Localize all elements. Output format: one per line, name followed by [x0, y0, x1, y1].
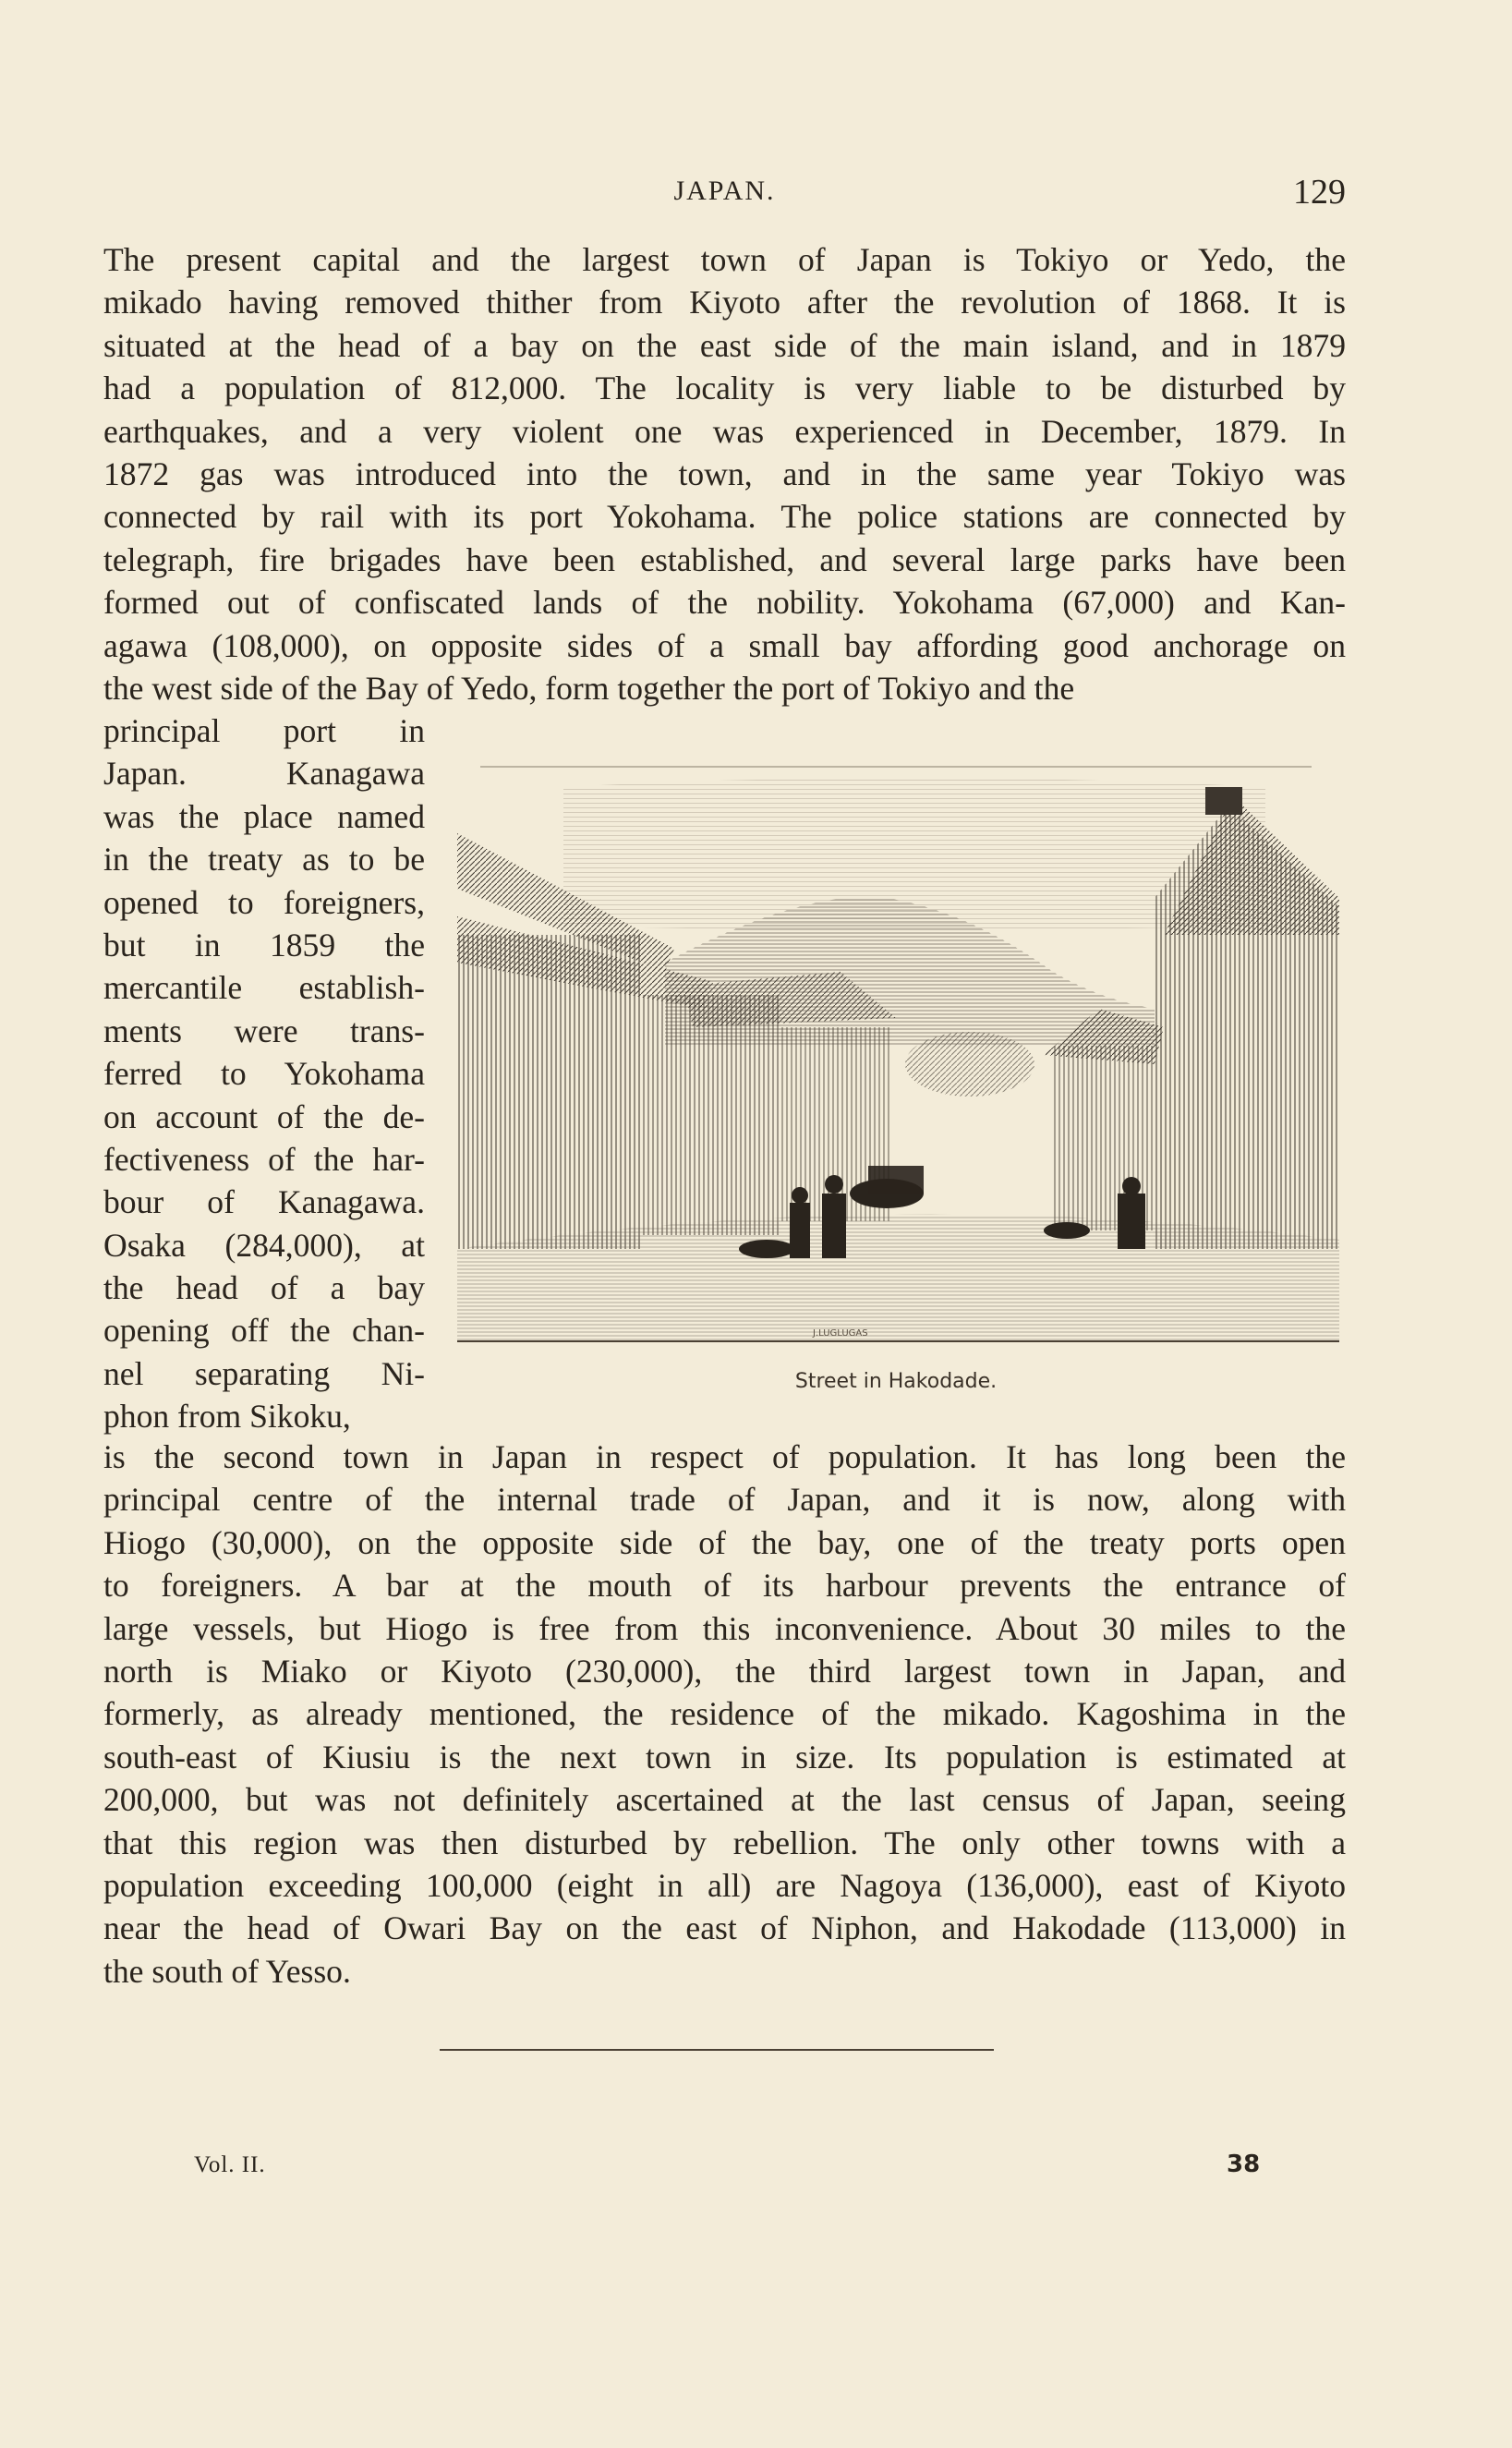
text-line: is the second town in Japan in respect of population. It has long been the: [103, 1438, 1346, 1475]
engraver-signature: J.LUGLUGAS: [813, 1328, 868, 1339]
text-line: mercantile establish-: [103, 969, 425, 1007]
text-line: connected by rail with its port Yokohama. The police stations are connected by: [103, 498, 1346, 536]
text-line: ments were trans-: [103, 1012, 425, 1049]
text-line: agawa (108,000), on opposite sides of a small bay affording good anchorage on: [103, 626, 1346, 664]
text-line: had a population of 812,000. The locality is very liable to be disturbed by: [103, 370, 1346, 407]
text-line: large vessels, but Hiogo is free from this inconvenience. About 30 miles to the: [103, 1609, 1346, 1647]
text-line: nel separating Ni-: [103, 1354, 425, 1392]
engraving-illustration: [453, 750, 1339, 1360]
text-line: bour of Kanagawa.: [103, 1183, 425, 1221]
text-line: in the treaty as to be: [103, 841, 425, 879]
text-line: the south of Yesso.: [103, 1952, 351, 1990]
text-line: Hiogo (30,000), on the opposite side of the bay, one of the treaty ports open: [103, 1523, 1346, 1561]
running-head: [103, 172, 1346, 212]
text-line: population exceeding 100,000 (eight in all) are Nagoya (136,000), east of Kiyoto: [103, 1866, 1346, 1904]
text-line: 1872 gas was introduced into the town, and in the same year Tokiyo was: [103, 454, 1346, 492]
text-line: fectiveness of the har-: [103, 1140, 425, 1178]
paragraph-wrapped-column: [103, 709, 425, 1438]
text-line: 200,000, but was not definitely ascertained at the last census of Japan, seeing: [103, 1781, 1346, 1819]
text-line: principal centre of the internal trade of Japan, and it is now, along with: [103, 1481, 1346, 1519]
text-line: north is Miako or Kiyoto (230,000), the third largest town in Japan, and: [103, 1652, 1346, 1690]
paragraph-osaka: [103, 1436, 1346, 1993]
engraving-street-in-hakodade: [453, 750, 1339, 1360]
text-line: near the head of Owari Bay on the east of Niphon, and Hakodade (113,000) in: [103, 1909, 1346, 1947]
text-line: opened to foreigners,: [103, 883, 425, 921]
text-line: mikado having removed thither from Kiyoto after the revolution of 1868. It is: [103, 284, 1346, 321]
text-line: that this region was then disturbed by rebellion. The only other towns with a: [103, 1824, 1346, 1861]
page-number: 129: [1293, 173, 1346, 212]
running-title: JAPAN.: [673, 176, 776, 206]
text-line: Osaka (284,000), at: [103, 1226, 425, 1264]
text-line: situated at the head of a bay on the east side of the main island, and in 1879: [103, 326, 1346, 364]
figure-caption: Street in Hakodade.: [794, 1370, 998, 1393]
text-line: telegraph, fire brigades have been established, and several large parks have been: [103, 540, 1346, 578]
section-rule: [440, 2049, 994, 2051]
text-line: Japan. Kanagawa: [103, 755, 425, 793]
text-line: formerly, as already mentioned, the residence of the mikado. Kagoshima in the: [103, 1695, 1346, 1733]
text-line: principal port in: [103, 712, 425, 749]
text-line: The present capital and the largest town of Japan is Tokiyo or Yedo, the: [103, 241, 1346, 278]
text-line: to foreigners. A bar at the mouth of its harbour prevents the entrance of: [103, 1567, 1346, 1605]
text-line: opening off the chan-: [103, 1312, 425, 1350]
text-line: was the place named: [103, 797, 425, 835]
text-line: the west side of the Bay of Yedo, form together the port of Tokiyo and the: [103, 669, 1075, 707]
footer-volume: Vol. II.: [194, 2152, 266, 2177]
text-line: south-east of Kiusiu is the next town in size. Its population is estimated at: [103, 1738, 1346, 1775]
text-line: but in 1859 the: [103, 926, 425, 963]
text-line: the head of a bay: [103, 1269, 425, 1307]
text-line: phon from Sikoku,: [103, 1398, 351, 1436]
text-line: on account of the de-: [103, 1097, 425, 1135]
footer-signature: 38: [1227, 2151, 1261, 2178]
text-line: earthquakes, and a very violent one was experienced in December, 1879. In: [103, 412, 1346, 450]
text-line: formed out of confiscated lands of the nobility. Yokohama (67,000) and Kan-: [103, 584, 1346, 622]
text-line: ferred to Yokohama: [103, 1055, 425, 1093]
paragraph-capital: [103, 238, 1346, 709]
